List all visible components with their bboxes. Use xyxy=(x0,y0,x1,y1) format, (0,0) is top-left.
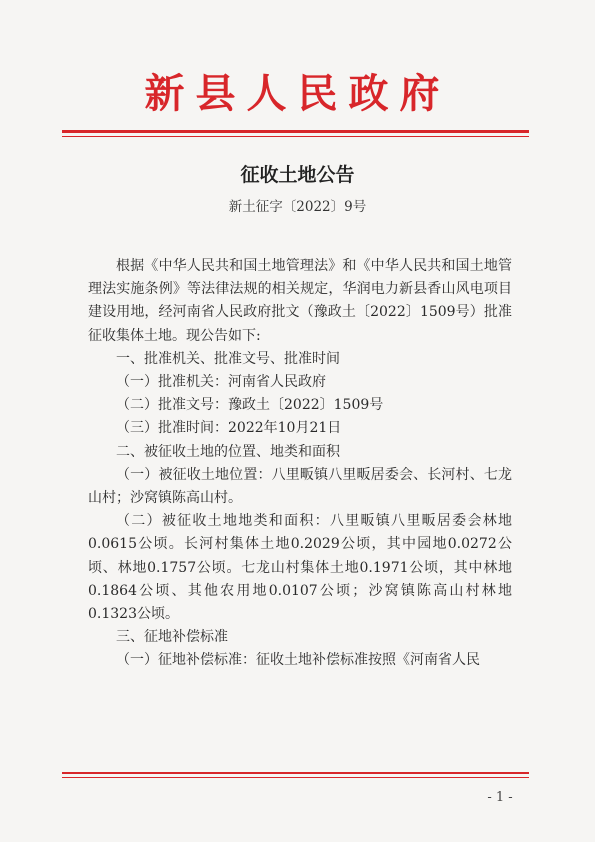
section-heading-2: 二、被征收土地的位置、地类和面积 xyxy=(116,443,340,460)
paragraph-approval-number: （二）批准文号：豫政土〔2022〕1509号 xyxy=(116,397,384,414)
paragraph-intro: 根据《中华人民共和国土地管理法》和《中华人民共和国土地管理法实施条例》等法律法规的相关规定，华润电力新县香山风电项目建设用地，经河南省人民政府批文（豫政土〔2022〕1509号）批准征收集体土地。现公告如下: xyxy=(88,258,512,344)
document-number: 新土征字〔2022〕9号 xyxy=(228,199,367,215)
paragraph-compensation: （一）征地补偿标准：征收土地补偿标准按照《河南省人民 xyxy=(116,652,480,669)
masthead-rule-thin xyxy=(62,136,529,137)
footer-rule-thick xyxy=(62,772,529,774)
paragraph-land-location: （一）被征收土地位置：八里畈镇八里畈居委会、长河村、七龙山村；沙窝镇陈高山村。 xyxy=(88,466,512,507)
masthead-rule-thick xyxy=(62,130,529,133)
document-title: 征收土地公告 xyxy=(240,164,355,186)
section-heading-1: 一、批准机关、批准文号、批准时间 xyxy=(116,350,340,367)
footer-rule-thin xyxy=(62,777,529,778)
page-number: - 1 - xyxy=(487,790,513,805)
section-heading-3: 三、征地补偿标准 xyxy=(116,629,228,646)
masthead-title: 新县人民政府 xyxy=(144,70,451,117)
paragraph-approval-date: （三）批准时间：2022年10月21日 xyxy=(116,420,342,437)
document-body xyxy=(88,255,512,673)
paragraph-approval-authority: （一）批准机关：河南省人民政府 xyxy=(116,374,326,391)
paragraph-land-area: （二）被征收土地地类和面积：八里畈镇八里畈居委会林地0.0615公顷。长河村集体土地0.2029公顷，其中园地0.0272公顷、林地0.1757公顷。七龙山村集体土地0.1971公顷，其中林地0.1864公顷、其他农用地0.0107公顷；沙窝镇陈高山村林地0.1323公顷。 xyxy=(88,513,512,623)
